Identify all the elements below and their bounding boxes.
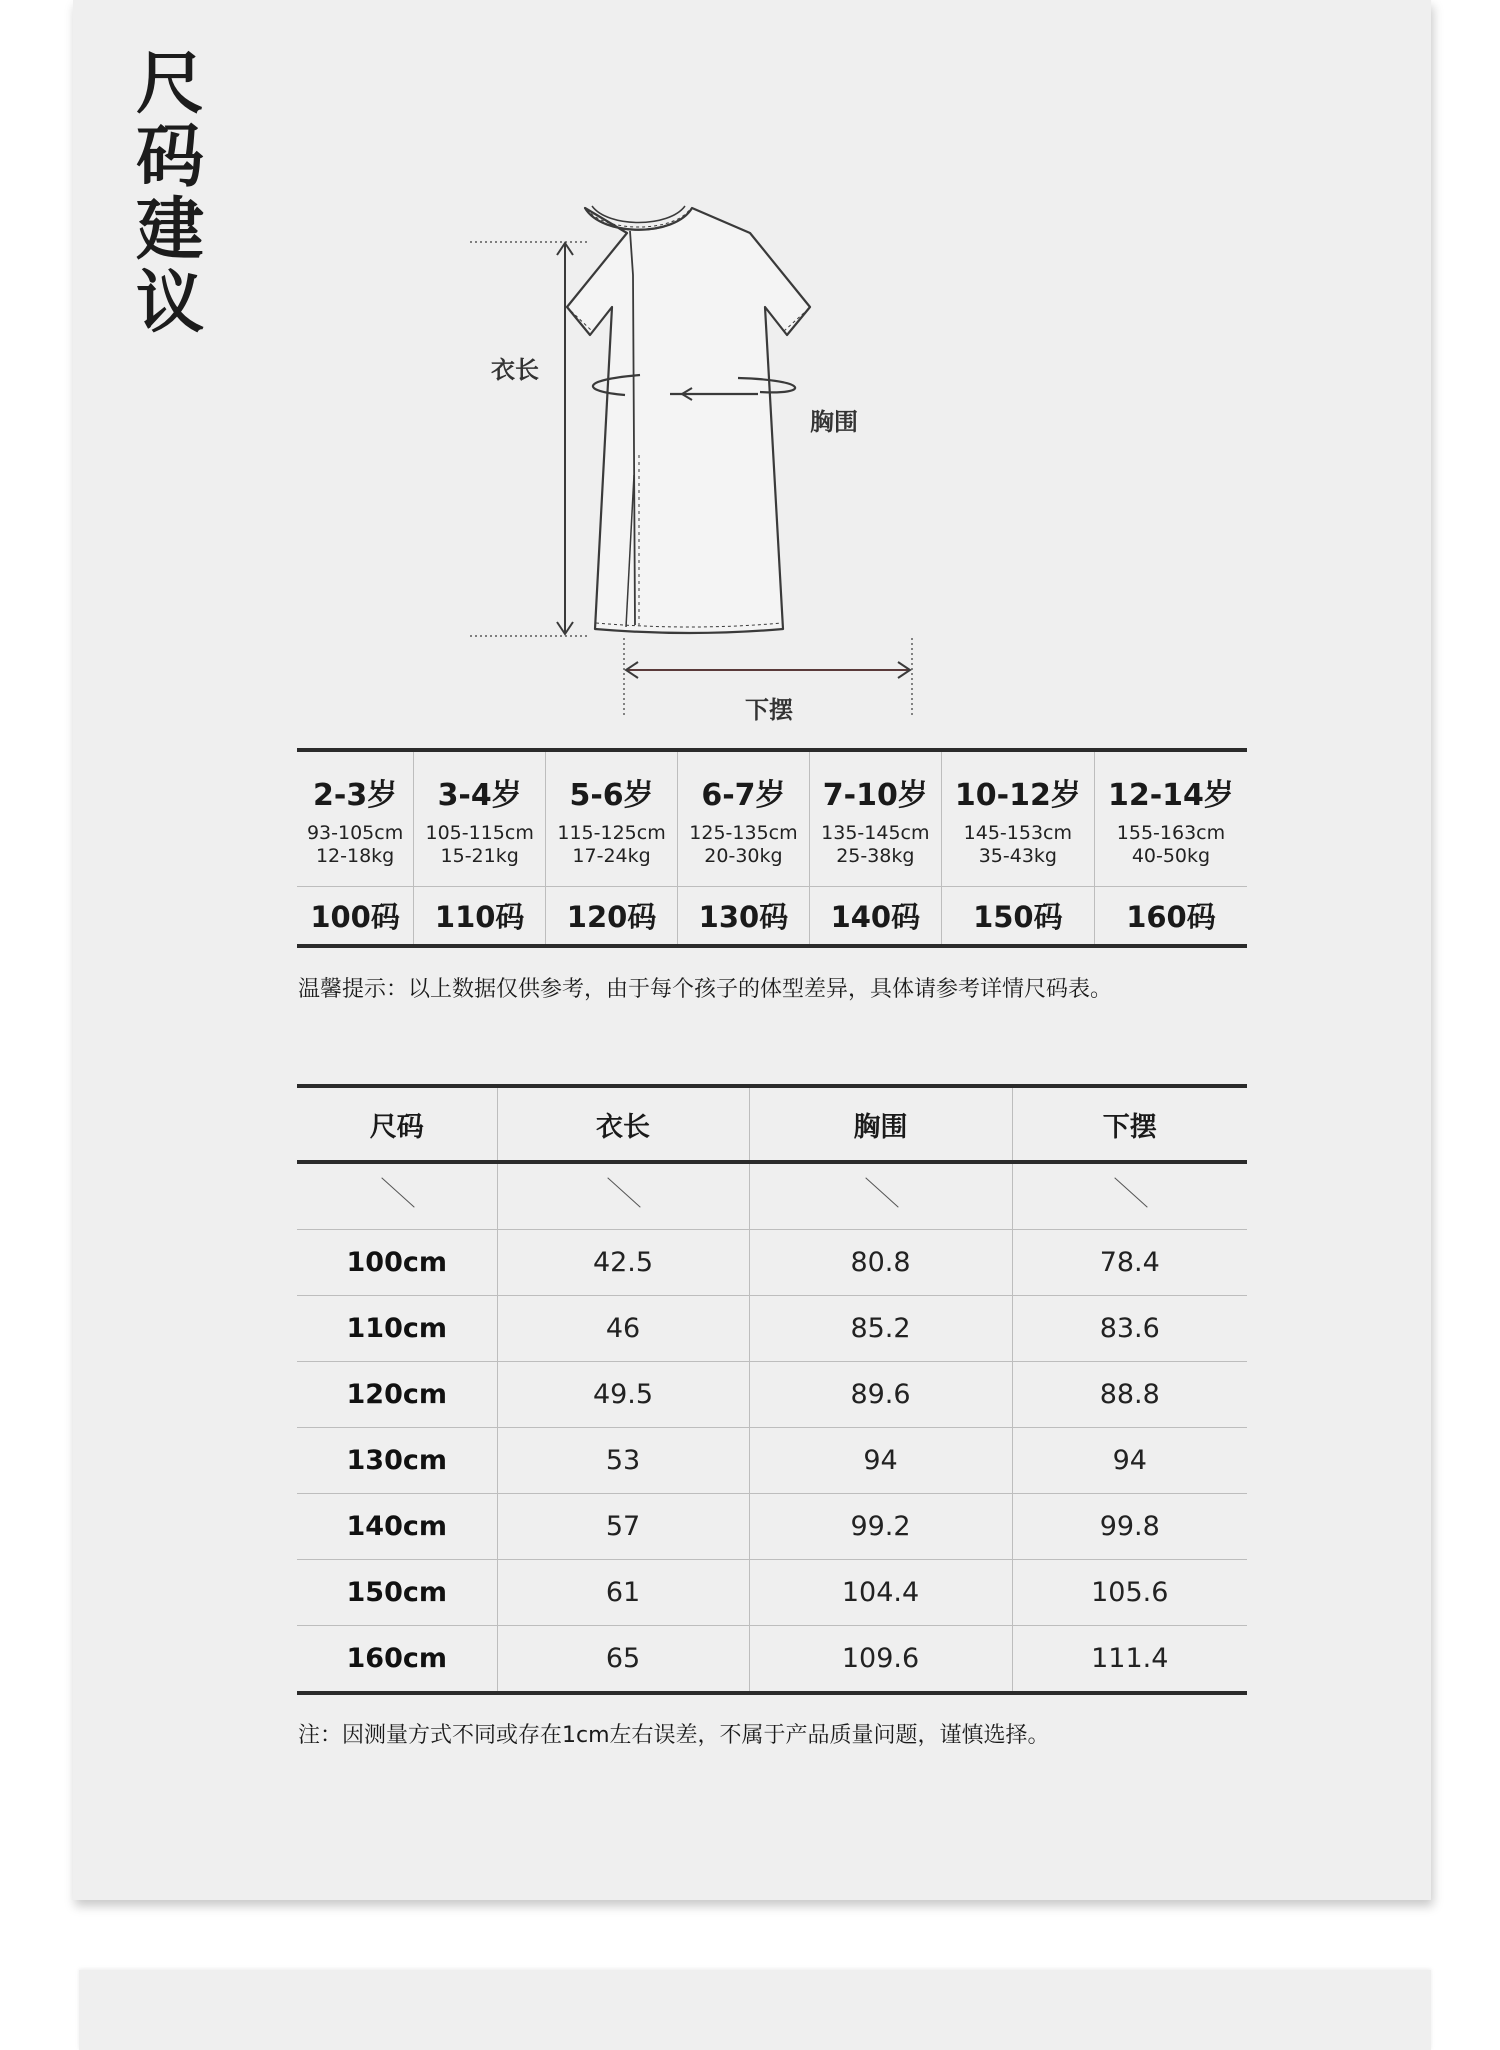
title-char: 码 — [135, 118, 204, 197]
chest-cell: 80.8 — [749, 1230, 1012, 1296]
weight-range: 17-24kg — [572, 845, 651, 867]
empty-cell — [497, 1162, 749, 1230]
length-label: 衣长 — [491, 356, 539, 384]
chest-cell: 85.2 — [749, 1296, 1012, 1362]
weight-range: 25-38kg — [836, 845, 915, 867]
height-range: 135-145cm — [821, 822, 930, 844]
age-cell — [809, 750, 941, 887]
empty-cell — [297, 1162, 497, 1230]
empty-cell — [1012, 1162, 1247, 1230]
age-cell — [941, 750, 1094, 887]
size-cell: 110cm — [297, 1296, 497, 1362]
table-row — [297, 1362, 1247, 1428]
height-range: 115-125cm — [557, 822, 666, 844]
table-row — [297, 1560, 1247, 1626]
size-cell: 100cm — [297, 1230, 497, 1296]
weight-range: 40-50kg — [1131, 845, 1211, 867]
table-header-row — [297, 1086, 1247, 1162]
size-code: 100码 — [297, 887, 414, 947]
table-row — [297, 1230, 1247, 1296]
height-range: 105-115cm — [425, 822, 534, 844]
header-chest: 胸围 — [749, 1086, 1012, 1162]
length-cell: 65 — [497, 1626, 749, 1694]
chest-label: 胸围 — [810, 408, 858, 436]
age-range: 10-12岁 — [954, 778, 1081, 813]
chest-cell: 99.2 — [749, 1494, 1012, 1560]
weight-range: 12-18kg — [315, 845, 395, 867]
title-char: 建 — [135, 191, 204, 270]
tip-text: 温馨提示：以上数据仅供参考，由于每个孩子的体型差异，具体请参考详情尺码表。 — [298, 977, 1113, 1002]
weight-range: 35-43kg — [978, 845, 1057, 867]
table-row — [297, 1296, 1247, 1362]
page-title — [130, 45, 210, 343]
size-code: 130码 — [678, 887, 810, 947]
title-char: 议 — [135, 264, 204, 343]
blank-row — [297, 1162, 1247, 1230]
size-cell: 150cm — [297, 1560, 497, 1626]
hem-cell: 78.4 — [1012, 1230, 1247, 1296]
age-range: 2-3岁 — [313, 778, 398, 813]
age-range: 6-7岁 — [701, 778, 786, 813]
height-range: 145-153cm — [963, 822, 1073, 844]
header-size: 尺码 — [297, 1086, 497, 1162]
measurement-table — [297, 1084, 1247, 1695]
size-cell: 160cm — [297, 1626, 497, 1694]
tshirt-measurement-diagram — [470, 195, 970, 735]
size-code: 110码 — [414, 887, 546, 947]
age-cell — [414, 750, 546, 887]
table-row — [297, 1428, 1247, 1494]
length-cell: 46 — [497, 1296, 749, 1362]
size-code: 140码 — [809, 887, 941, 947]
height-range: 155-163cm — [1116, 822, 1226, 844]
hem-cell: 94 — [1012, 1428, 1247, 1494]
hem-label: 下摆 — [745, 696, 793, 724]
chest-cell: 109.6 — [749, 1626, 1012, 1694]
chest-cell: 104.4 — [749, 1560, 1012, 1626]
diagonal-slash-icon — [379, 1175, 415, 1211]
header-hem: 下摆 — [1012, 1086, 1247, 1162]
age-range: 3-4岁 — [437, 778, 522, 813]
size-code: 120码 — [546, 887, 678, 947]
chest-cell: 94 — [749, 1428, 1012, 1494]
hem-cell: 88.8 — [1012, 1362, 1247, 1428]
length-cell: 61 — [497, 1560, 749, 1626]
hem-cell: 99.8 — [1012, 1494, 1247, 1560]
height-range: 125-135cm — [689, 822, 798, 844]
header-length: 衣长 — [497, 1086, 749, 1162]
title-char: 尺 — [135, 45, 204, 124]
hem-cell: 105.6 — [1012, 1560, 1247, 1626]
table-row — [297, 1494, 1247, 1560]
age-cell — [297, 750, 414, 887]
table-row — [297, 1626, 1247, 1694]
weight-range: 20-30kg — [704, 845, 783, 867]
diagonal-slash-icon — [863, 1175, 899, 1211]
length-cell: 53 — [497, 1428, 749, 1494]
hem-cell: 111.4 — [1012, 1626, 1247, 1694]
age-range: 7-10岁 — [822, 778, 928, 813]
footnote-text: 注：因测量方式不同或存在1cm左右误差，不属于产品质量问题，谨慎选择。 — [298, 1723, 1050, 1748]
length-cell: 49.5 — [497, 1362, 749, 1428]
size-code: 150码 — [941, 887, 1094, 947]
age-cell — [546, 750, 678, 887]
size-cell: 140cm — [297, 1494, 497, 1560]
age-size-table — [297, 748, 1247, 948]
size-cell: 130cm — [297, 1428, 497, 1494]
age-range: 5-6岁 — [569, 778, 654, 813]
size-cell: 120cm — [297, 1362, 497, 1428]
height-range: 93-105cm — [306, 822, 404, 844]
empty-cell — [749, 1162, 1012, 1230]
weight-range: 15-21kg — [440, 845, 519, 867]
chest-cell: 89.6 — [749, 1362, 1012, 1428]
hem-cell: 83.6 — [1012, 1296, 1247, 1362]
age-cell — [1094, 750, 1247, 887]
diagonal-slash-icon — [1112, 1175, 1148, 1211]
size-code: 160码 — [1094, 887, 1247, 947]
diagonal-slash-icon — [605, 1175, 641, 1211]
age-cell — [678, 750, 810, 887]
next-card-edge — [79, 1970, 1431, 2050]
length-cell: 57 — [497, 1494, 749, 1560]
age-range: 12-14岁 — [1107, 778, 1234, 813]
length-cell: 42.5 — [497, 1230, 749, 1296]
